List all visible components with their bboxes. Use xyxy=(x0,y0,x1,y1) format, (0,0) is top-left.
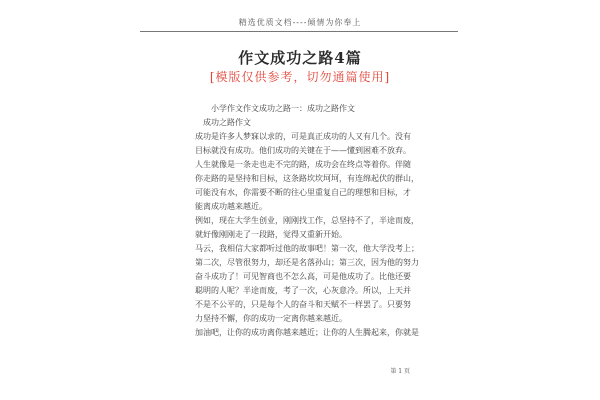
document-subtitle: [模版仅供参考，切勿通篇使用] xyxy=(209,70,391,84)
body-line: 第二次，尽管很努力，却还是名落孙山；第三次，因为他的努力 xyxy=(195,258,419,267)
body-line: 成功之路作文 xyxy=(203,118,251,127)
body-line: 不是不公平的，只是每个人的奋斗和天赋不一样罢了。只要努 xyxy=(195,300,411,309)
page-header-text: 精选优质文档----倾情为你奉上 xyxy=(238,18,362,27)
document-body xyxy=(195,102,425,340)
body-line: 成功是许多人梦寐以求的，可是真正成功的人又有几个。没有 xyxy=(195,132,411,141)
body-line: 可能没有水，你需要不断的往心里重复自己的理想和目标，才 xyxy=(195,188,411,197)
body-line: 奋斗成功了！可见智商也不怎么高，可是他成功了。比他还要 xyxy=(195,272,411,281)
body-line: 人生就像是一条走也走不完的路，成功会在终点等着你。伴随 xyxy=(195,160,411,169)
body-line: 就好像刚刚走了一段路，觉得又重新开始。 xyxy=(195,230,347,239)
page-number: 第 1 页 xyxy=(390,368,410,375)
body-line: 能离成功越来越近。 xyxy=(195,202,267,211)
body-line: 力坚持不懈，你的成功一定离你越来越近。 xyxy=(195,314,347,323)
body-line: 加油吧，让你的成功离你越来越近；让你的人生腾起来，你就是 xyxy=(195,328,419,337)
body-line: 目标就没有成功。他们成功的关键在于——懂到困难不放弃。 xyxy=(195,146,411,155)
body-line: 例如，现在大学生创业，刚刚找工作，总坚持不了，半途而废， xyxy=(195,216,419,225)
document-title: 作文成功之路4篇 xyxy=(238,49,362,67)
body-line: 小学作文作文成功之路一：成功之路作文 xyxy=(211,104,355,113)
body-line: 你走路的是坚持和目标，这条路坎坎坷坷，有连绵起伏的群山， xyxy=(195,174,419,183)
header-divider xyxy=(140,31,458,32)
body-line: 聪明的人呢？半途而废，考了一次，心灰意冷。所以，上天并 xyxy=(195,286,411,295)
body-line: 马云，我相信大家都听过他的故事吧！第一次，他大学没考上； xyxy=(195,244,419,253)
